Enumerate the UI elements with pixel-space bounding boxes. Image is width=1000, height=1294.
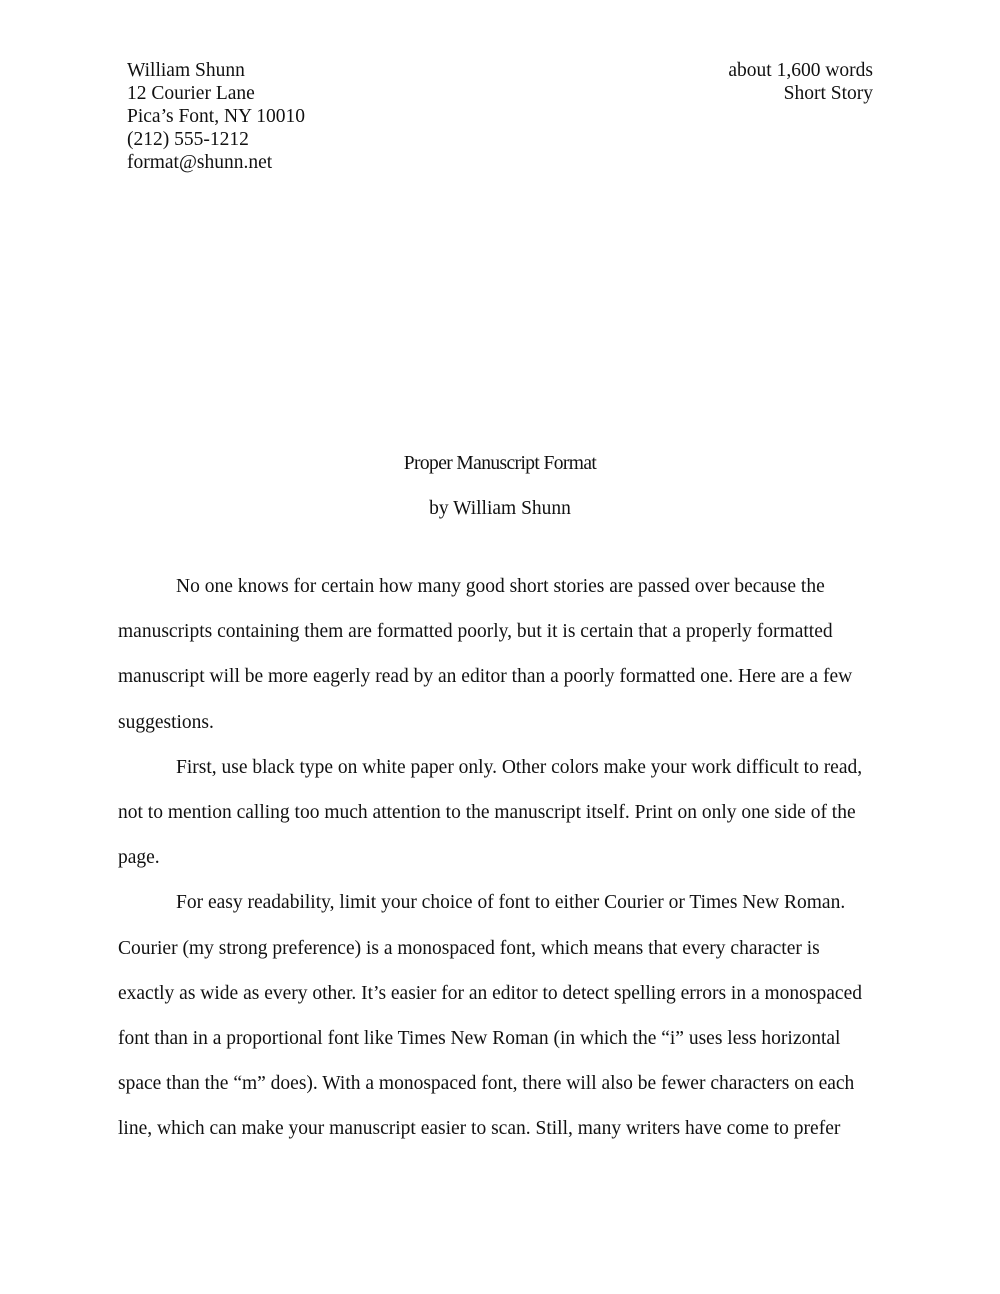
author-contact-block — [127, 59, 305, 174]
body-line: manuscript will be more eagerly read by an editor than a poorly formatted one. Here are a few — [118, 666, 853, 688]
body-line: space than the “m” does). With a monospaced font, there will also be fewer characters on each — [118, 1073, 855, 1095]
manuscript-meta-block — [728, 59, 873, 105]
body-line: First, use black type on white paper only. Other colors make your work difficult to read, — [176, 756, 863, 778]
author-city: Pica’s Font, NY 10010 — [127, 106, 306, 127]
author-street: 12 Courier Lane — [127, 83, 255, 104]
body-line: page. — [118, 847, 160, 869]
body-line: Courier (my strong preference) is a monospaced font, which means that every character is — [118, 937, 820, 959]
story-byline: by William Shunn — [429, 498, 571, 519]
word-count: about 1,600 words — [728, 60, 873, 81]
body-line: For easy readability, limit your choice of font to either Courier or Times New Roman. — [176, 892, 846, 914]
author-email: format@shunn.net — [127, 152, 273, 173]
body-line: manuscripts containing them are formatted poorly, but it is certain that a properly formatted — [118, 621, 833, 643]
author-phone: (212) 555-1212 — [127, 129, 249, 150]
body-line: font than in a proportional font like Times New Roman (in which the “i” uses less horizontal — [118, 1027, 841, 1049]
story-title: Proper Manuscript Format — [403, 453, 597, 474]
body-line: suggestions. — [118, 711, 214, 733]
body-line: line, which can make your manuscript easier to scan. Still, many writers have come to prefer — [118, 1118, 841, 1140]
body-text — [118, 570, 888, 1157]
body-line: No one knows for certain how many good short stories are passed over because the — [176, 576, 825, 597]
body-line: exactly as wide as every other. It’s easier for an editor to detect spelling errors in a monospaced — [118, 982, 862, 1004]
story-genre: Short Story — [783, 83, 873, 104]
body-line: not to mention calling too much attention to the manuscript itself. Print on only one side of the — [118, 801, 856, 823]
author-name: William Shunn — [127, 60, 245, 81]
